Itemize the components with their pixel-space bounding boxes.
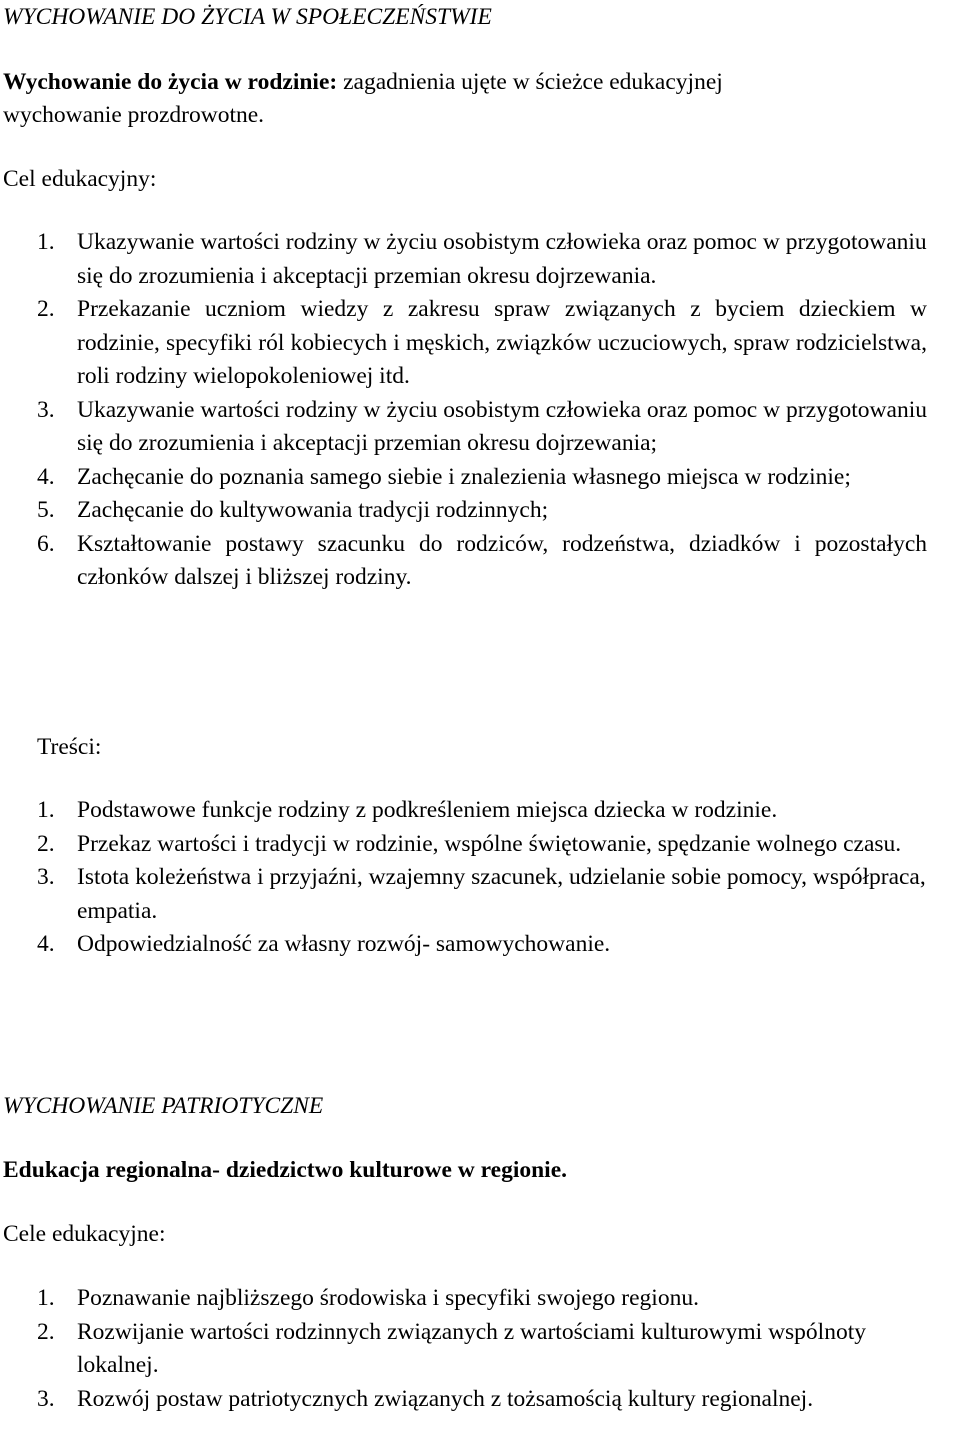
subtitle-family-rest: zagadnienia ujęte w ścieżce edukacyjnej (337, 69, 723, 95)
section-title-family: WYCHOWANIE DO ŻYCIA W SPOŁECZEŃSTWIE (3, 4, 492, 30)
subtitle-family-bold: Wychowanie do życia w rodzinie: (3, 69, 338, 95)
subtitle-regional: Edukacja regionalna- dziedzictwo kulturowe w regionie. (3, 1157, 567, 1183)
contents-list (37, 794, 927, 962)
goal-item (37, 226, 927, 293)
subtitle-family-line2: wychowanie prozdrowotne. (3, 102, 265, 128)
content-number: 3. (37, 864, 55, 890)
goal-text: Zachęcanie do kultywowania tradycji rodzinnych; (77, 497, 549, 523)
goals-heading-patriotic: Cele edukacyjne: (3, 1221, 166, 1247)
contents-heading: Treści: (37, 734, 102, 760)
content-item (37, 828, 927, 862)
patriotic-goal-number: 1. (37, 1285, 55, 1311)
goal-text: Ukazywanie wartości rodziny w życiu osobistym człowieka oraz pomoc w przygotowaniu się do zrozumienia i akceptacji przemian okresu dojrzewania. (77, 229, 927, 289)
patriotic-goals-list (37, 1282, 927, 1416)
content-number: 1. (37, 797, 55, 823)
content-text: Przekaz wartości i tradycji w rodzinie, wspólne świętowanie, spędzanie wolnego czasu. (77, 830, 902, 857)
goal-text: Kształtowanie postawy szacunku do rodziców, rodzeństwa, dziadków i pozostałych członków dalszej i bliższej rodziny. (77, 530, 927, 590)
goal-number: 3. (37, 396, 55, 423)
patriotic-goal-item (37, 1282, 927, 1316)
content-number: 2. (37, 830, 55, 857)
patriotic-goal-item (37, 1383, 927, 1417)
goals-list (37, 226, 927, 595)
content-text: Odpowiedzialność za własny rozwój- samowychowanie. (77, 931, 611, 957)
content-item (37, 794, 927, 828)
goal-number: 5. (37, 497, 55, 523)
goal-text: Przekazanie uczniom wiedzy z zakresu spraw związanych z byciem dzieckiem w rodzinie, specyfiki ról kobiecych i męskich, związków uczuciowych, spraw rodzicielstwa, roli rodziny wielopokoleniowej itd. (77, 296, 927, 389)
goal-text: Zachęcanie do poznania samego siebie i znalezienia własnego miejsca w rodzinie; (77, 463, 851, 490)
goal-item (37, 394, 927, 461)
goal-item (37, 494, 927, 528)
goal-item (37, 528, 927, 595)
subtitle-family (3, 66, 723, 100)
patriotic-goal-number: 2. (37, 1318, 55, 1345)
content-item (37, 861, 927, 928)
goal-number: 2. (37, 296, 55, 322)
patriotic-goal-text: Rozwój postaw patriotycznych związanych z tożsamością kultury regionalnej. (77, 1385, 814, 1412)
goal-item (37, 461, 927, 495)
content-text: Istota koleżeństwa i przyjaźni, wzajemny szacunek, udzielanie sobie pomocy, współpraca, empatia. (77, 864, 926, 924)
goals-heading: Cel edukacyjny: (3, 166, 157, 192)
content-number: 4. (37, 931, 55, 957)
goal-number: 4. (37, 463, 55, 490)
content-text: Podstawowe funkcje rodziny z podkreśleniem miejsca dziecka w rodzinie. (77, 797, 778, 823)
patriotic-goal-item (37, 1316, 927, 1383)
content-item (37, 928, 927, 962)
goal-item (37, 293, 927, 394)
goal-number: 6. (37, 530, 55, 557)
patriotic-goal-number: 3. (37, 1385, 55, 1412)
patriotic-goal-text: Poznawanie najbliższego środowiska i specyfiki swojego regionu. (77, 1285, 699, 1311)
goal-number: 1. (37, 229, 55, 255)
patriotic-goal-text: Rozwijanie wartości rodzinnych związanych z wartościami kulturowymi wspólnoty lokalnej. (77, 1318, 866, 1378)
section-title-patriotic: WYCHOWANIE PATRIOTYCZNE (3, 1093, 324, 1119)
goal-text: Ukazywanie wartości rodziny w życiu osobistym człowieka oraz pomoc w przygotowaniu się do zrozumienia i akceptacji przemian okresu dojrzewania; (77, 396, 927, 456)
